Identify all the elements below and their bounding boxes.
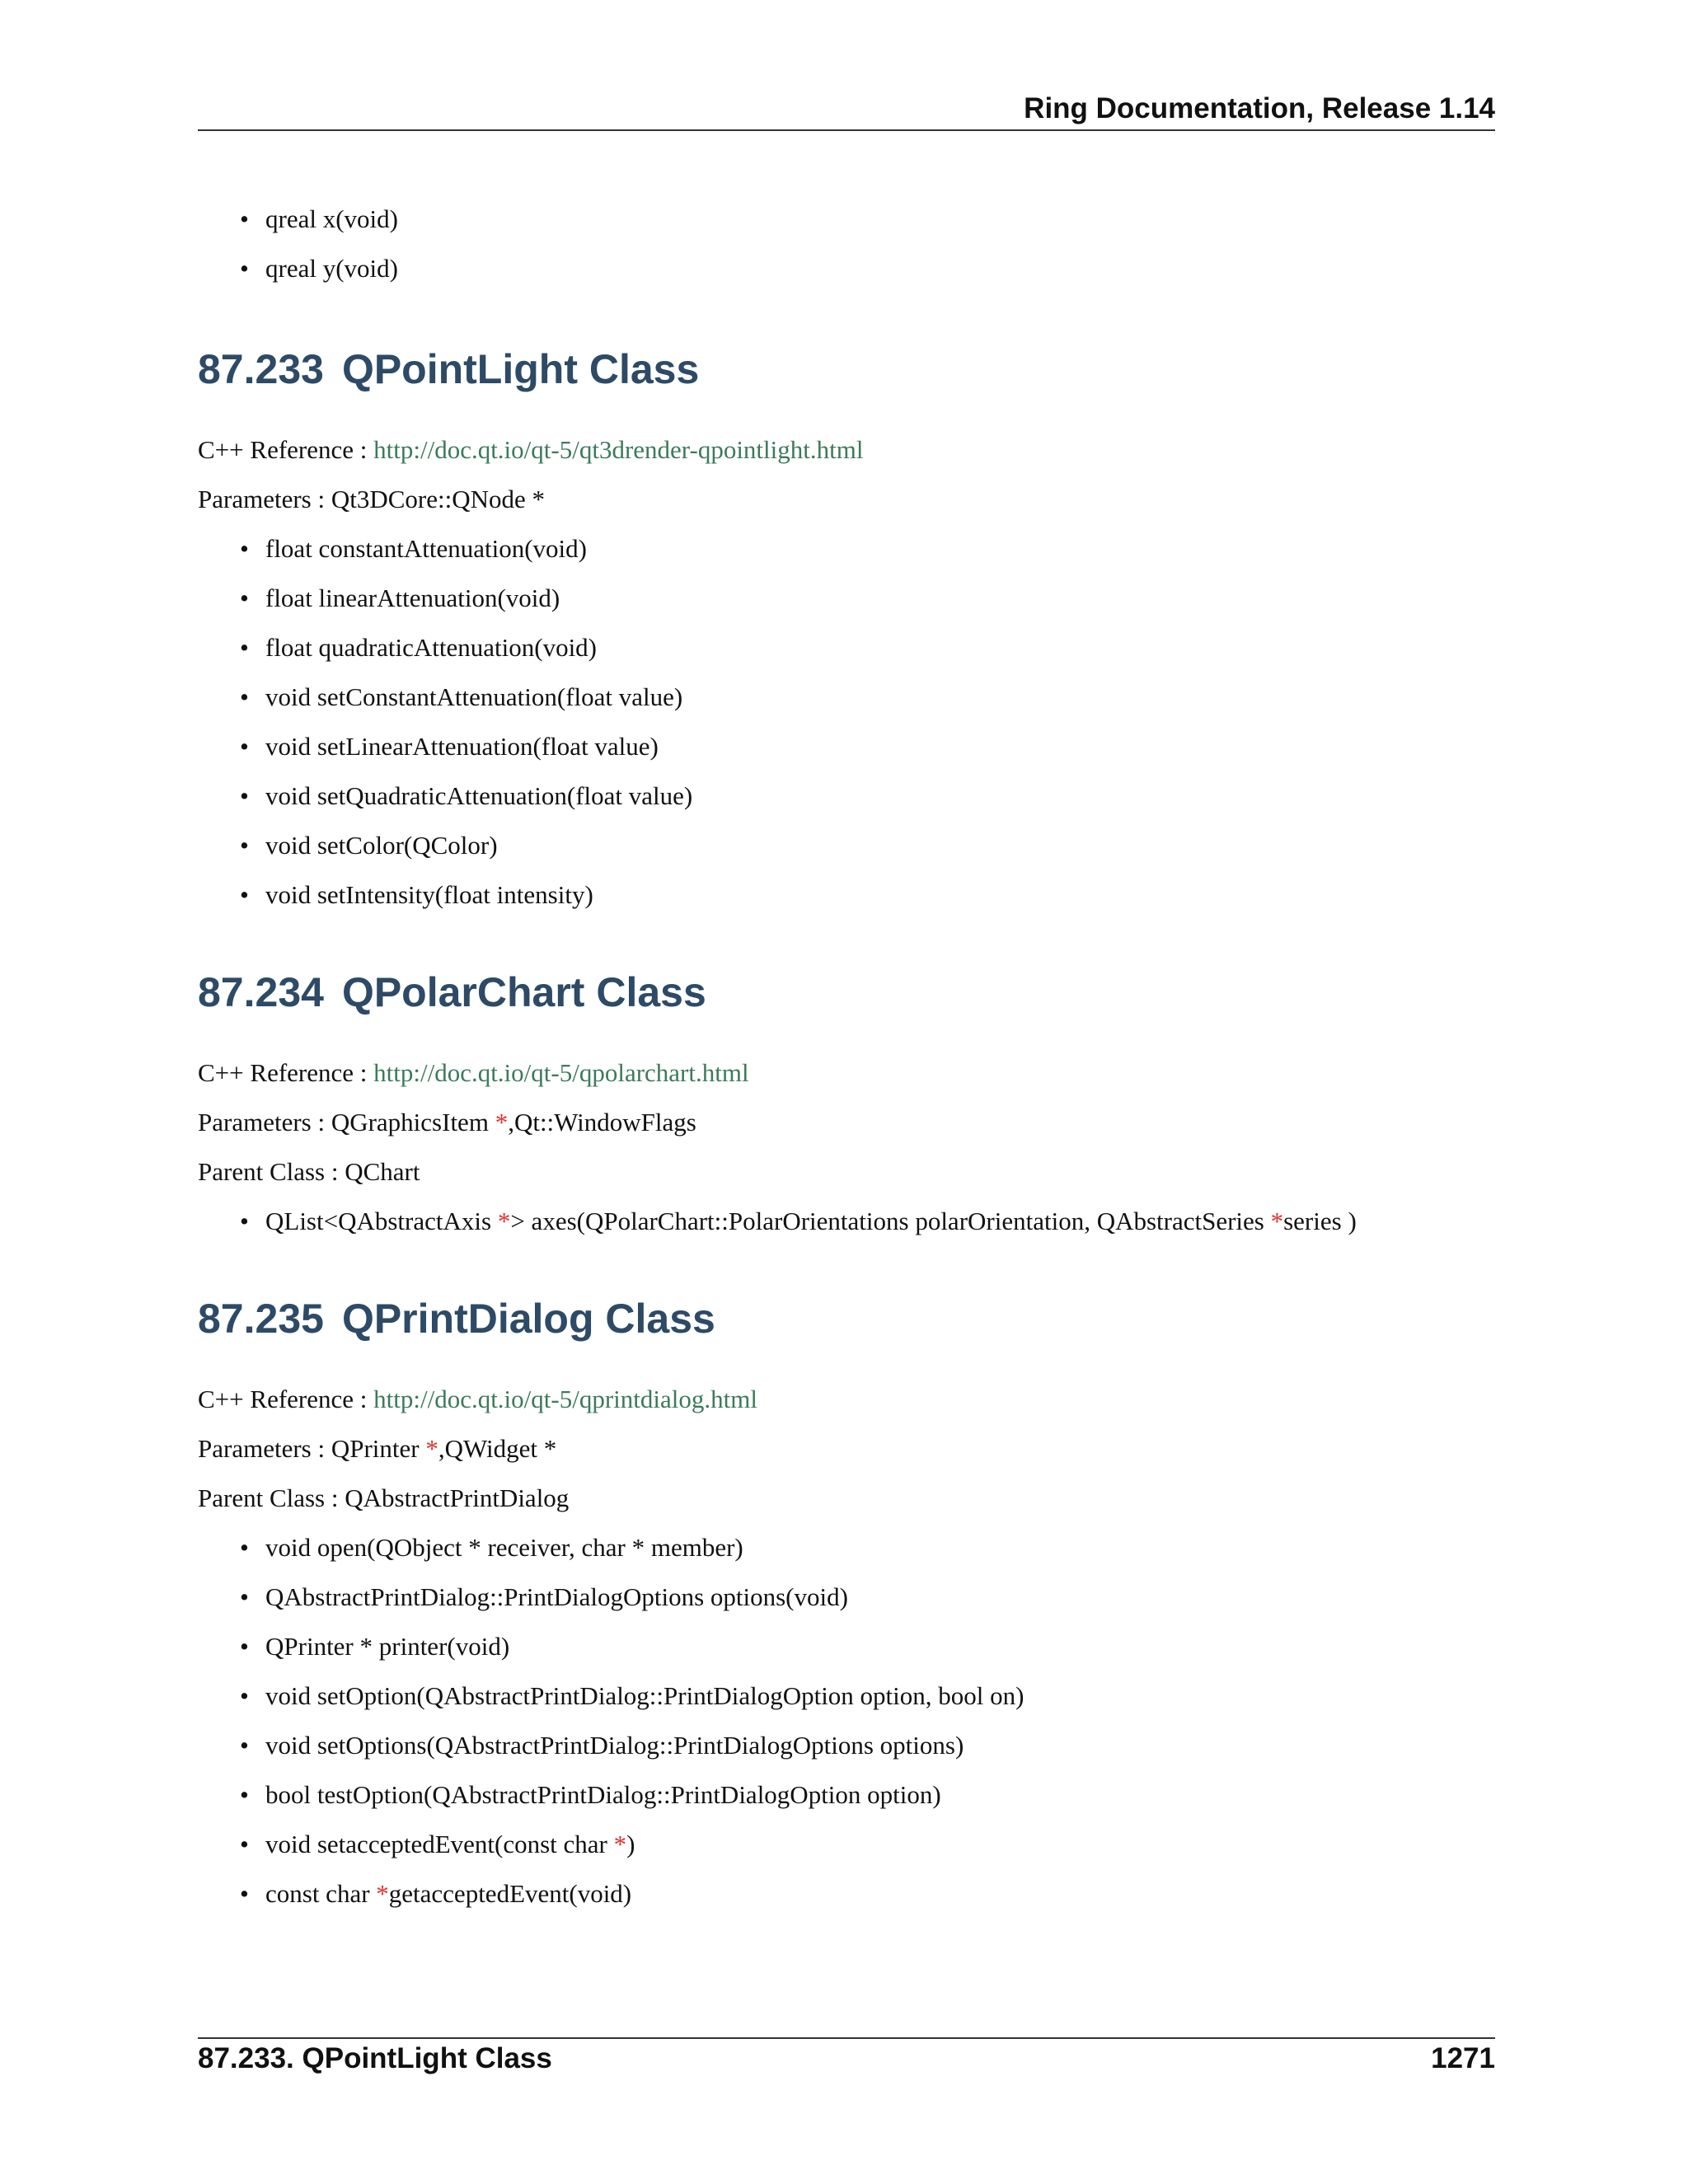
list-item: • qreal x(void) — [265, 194, 1495, 244]
list-item: • void setLinearAttenuation(float value) — [265, 722, 1495, 771]
parameters: Parameters : Qt3DCore::QNode * — [198, 485, 545, 513]
page-content — [198, 194, 1495, 1919]
bullet-icon: • — [240, 1681, 249, 1710]
list-item: • float quadraticAttenuation(void) — [265, 623, 1495, 673]
pointer-star: * — [495, 1108, 509, 1137]
section-heading-qprintdialog — [198, 1294, 1495, 1343]
list-item: • void open(QObject * receiver, char * member) — [265, 1523, 1495, 1572]
section-heading-qpointlight — [198, 344, 1495, 394]
bullet-icon: • — [240, 880, 249, 909]
section-heading-qpolarchart — [198, 968, 1495, 1017]
list-item: • void setColor(QColor) — [265, 821, 1495, 870]
parent-class: Parent Class : QAbstractPrintDialog — [198, 1483, 570, 1512]
pointer-star: * — [425, 1434, 438, 1463]
bullet-icon: • — [240, 732, 249, 761]
bullet-icon: • — [240, 254, 249, 283]
bullet-icon: • — [240, 1879, 249, 1908]
bullet-icon: • — [240, 633, 249, 662]
list-item: • void setacceptedEvent(const char *) — [265, 1820, 1495, 1869]
list-item: • void setQuadraticAttenuation(float value) — [265, 771, 1495, 821]
bullet-icon: • — [240, 1830, 249, 1858]
bullet-icon: • — [240, 1632, 249, 1661]
list-item: • bool testOption(QAbstractPrintDialog::PrintDialogOption option) — [265, 1770, 1495, 1820]
list-item: • void setOptions(QAbstractPrintDialog::PrintDialogOptions options) — [265, 1721, 1495, 1770]
list-item: • void setOption(QAbstractPrintDialog::PrintDialogOption option, bool on) — [265, 1671, 1495, 1721]
list-item: • QPrinter * printer(void) — [265, 1622, 1495, 1671]
pointer-star: * — [497, 1207, 511, 1235]
cpp-reference: C++ Reference : http://doc.qt.io/qt-5/qt3drender-qpointlight.html — [198, 435, 864, 464]
bullet-icon: • — [240, 1207, 249, 1235]
method-list — [198, 1197, 1495, 1246]
pointer-star: * — [376, 1879, 389, 1908]
bullet-icon: • — [240, 682, 249, 711]
section-number: 87.235 — [198, 1296, 324, 1342]
section-number: 87.233 — [198, 346, 324, 392]
list-item: • QAbstractPrintDialog::PrintDialogOptions options(void) — [265, 1572, 1495, 1622]
bullet-icon: • — [240, 583, 249, 612]
bullet-icon: • — [240, 1780, 249, 1809]
header-rule — [198, 129, 1495, 131]
bullet-icon: • — [240, 781, 249, 810]
footer-section-title: 87.233. QPointLight Class — [198, 2042, 552, 2074]
bullet-icon: • — [240, 534, 249, 563]
cpp-reference: C++ Reference : http://doc.qt.io/qt-5/qpolarchart.html — [198, 1058, 749, 1087]
bullet-icon: • — [240, 204, 249, 233]
list-item: • float linearAttenuation(void) — [265, 574, 1495, 623]
bullet-icon: • — [240, 1582, 249, 1611]
running-header-title: Ring Documentation, Release 1.14 — [1024, 92, 1495, 124]
parameters: Parameters : QPrinter *,QWidget * — [198, 1434, 557, 1463]
cpp-reference: C++ Reference : http://doc.qt.io/qt-5/qprintdialog.html — [198, 1385, 757, 1413]
footer-rule — [198, 2037, 1495, 2039]
parameters: Parameters : QGraphicsItem *,Qt::WindowFlags — [198, 1108, 696, 1137]
reference-link[interactable]: http://doc.qt.io/qt-5/qt3drender-qpointlight.html — [373, 435, 864, 464]
pointer-star: * — [1270, 1207, 1284, 1235]
method-list — [198, 1523, 1495, 1919]
pointer-star: * — [613, 1830, 627, 1858]
list-item: • const char *getacceptedEvent(void) — [265, 1869, 1495, 1919]
bullet-icon: • — [240, 831, 249, 860]
reference-link[interactable]: http://doc.qt.io/qt-5/qpolarchart.html — [373, 1058, 749, 1087]
list-item: • void setIntensity(float intensity) — [265, 870, 1495, 920]
intro-method-list — [198, 194, 1495, 293]
list-item: • void setConstantAttenuation(float value) — [265, 673, 1495, 722]
method-list — [198, 524, 1495, 920]
section-number: 87.234 — [198, 969, 324, 1015]
bullet-icon: • — [240, 1731, 249, 1760]
page-number: 1271 — [1431, 2042, 1495, 2074]
section-title: QPolarChart Class — [341, 969, 706, 1015]
reference-link[interactable]: http://doc.qt.io/qt-5/qprintdialog.html — [373, 1385, 757, 1413]
list-item: • QList<QAbstractAxis *> axes(QPolarChart::PolarOrientations polarOrientation, QAbstractSeries *series ) — [265, 1197, 1495, 1246]
parent-class: Parent Class : QChart — [198, 1157, 420, 1186]
section-title: QPrintDialog Class — [341, 1296, 715, 1342]
bullet-icon: • — [240, 1533, 249, 1562]
list-item: • qreal y(void) — [265, 244, 1495, 293]
list-item: • float constantAttenuation(void) — [265, 524, 1495, 574]
section-title: QPointLight Class — [341, 346, 700, 392]
